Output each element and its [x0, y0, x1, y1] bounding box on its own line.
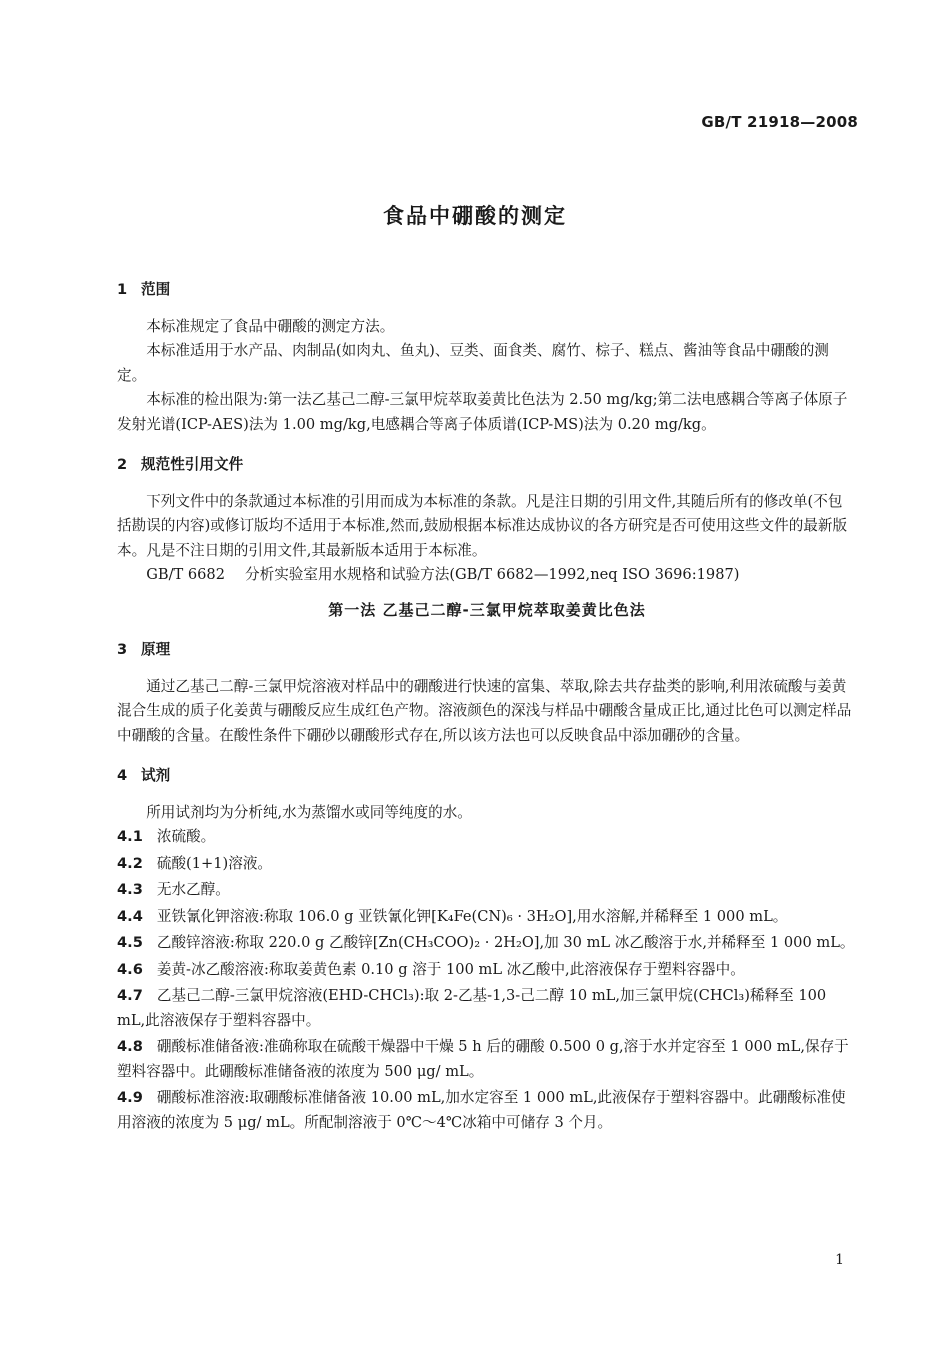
item-term: 硼酸标准储备液:	[156, 1038, 264, 1055]
item-term: 亚铁氰化钾溶液:	[156, 907, 264, 925]
paragraph: 所用试剂均为分析纯,水为蒸馏水或同等纯度的水。	[146, 803, 472, 821]
item-number: 4.9	[117, 1089, 143, 1106]
reagent-item	[117, 931, 857, 956]
reference-title: 分析实验室用水规格和试验方法(GB/T 6682—1992,neq ISO 3696:1987)	[245, 566, 740, 583]
item-term: 乙酸锌溶液:	[156, 934, 235, 951]
item-number: 4.3	[117, 881, 143, 898]
reagent-item	[117, 1035, 857, 1084]
reference-code: GB/T 6682	[146, 566, 225, 583]
section-1-heading	[117, 278, 857, 303]
method-title: 第一法 乙基己二醇-三氯甲烷萃取姜黄比色法	[328, 600, 646, 619]
item-number: 4.5	[117, 934, 143, 951]
paragraph: 本标准适用于水产品、肉制品(如肉丸、鱼丸)、豆类、面食类、腐竹、棕子、糕点、酱油等食品中硼酸的测定。	[117, 342, 829, 384]
document-title: 食品中硼酸的测定	[383, 204, 567, 228]
page-number: 1	[835, 1252, 844, 1268]
item-term: 硼酸标准溶液:	[156, 1089, 250, 1106]
item-number: 4.7	[117, 987, 143, 1004]
item-number: 4.2	[117, 854, 143, 872]
reagent-item	[117, 825, 857, 850]
item-text: 称取姜黄色素 0.10 g 溶于 100 mL 冰乙酸中,此溶液保存于塑料容器中。	[268, 960, 745, 978]
item-text: 取 2-乙基-1,3-己二醇 10 mL,加三氯甲烷(CHCl₃)稀释至 100 mL,此溶液保存于塑料容器中。	[117, 987, 827, 1029]
reagent-item	[117, 958, 857, 983]
item-term: 无水乙醇。	[156, 881, 230, 898]
reagent-item	[117, 852, 857, 877]
section-number: 4	[117, 767, 128, 784]
item-text: 取硼酸标准储备液 10.00 mL,加水定容至 1 000 mL,此液保存于塑料容器中。此硼酸标准使用溶液的浓度为 5 μg/ mL。所配制溶液于 0℃～4℃冰箱中可储存 3 个月。	[117, 1089, 846, 1131]
item-text: 称取 220.0 g 乙酸锌[Zn(CH₃COO)₂ · 2H₂O],加 30 mL 冰乙酸溶于水,并稀释至 1 000 mL。	[234, 934, 855, 951]
section-title: 范围	[141, 281, 171, 298]
item-text: 称取 106.0 g 亚铁氰化钾[K₄Fe(CN)₆ · 3H₂O],用水溶解,并稀释至 1 000 mL。	[263, 907, 788, 925]
item-term: 浓硫酸。	[156, 828, 216, 845]
section-number: 2	[117, 456, 128, 473]
item-number: 4.4	[117, 907, 143, 925]
item-term: 硫酸(1+1)溶液。	[156, 854, 273, 872]
reagent-item	[117, 984, 857, 1033]
section-title: 规范性引用文件	[141, 456, 244, 473]
item-text: 准确称取在硫酸干燥器中干燥 5 h 后的硼酸 0.500 0 g,溶于水并定容至 1 000 mL,保存于塑料容器中。此硼酸标准储备液的浓度为 500 μg/ mL。	[117, 1038, 849, 1080]
item-number: 4.6	[117, 960, 143, 978]
section-number: 3	[117, 641, 128, 658]
item-number: 4.1	[117, 828, 143, 845]
reagent-item	[117, 905, 857, 930]
normative-reference	[117, 563, 857, 588]
section-4-heading	[117, 764, 857, 789]
section-title: 试剂	[141, 767, 171, 784]
paragraph: 本标准的检出限为:第一法乙基己二醇-三氯甲烷萃取姜黄比色法为 2.50 mg/kg;第二法电感耦合等离子体原子发射光谱(ICP-AES)法为 1.00 mg/kg,电感耦合等离子体质谱(ICP-MS)法为 0.20 mg/kg。	[117, 391, 848, 433]
section-number: 1	[117, 281, 128, 298]
paragraph: 本标准规定了食品中硼酸的测定方法。	[146, 317, 395, 335]
reagent-item	[117, 878, 857, 903]
standard-number: GB/T 21918—2008	[701, 113, 858, 131]
item-term: 乙基己二醇-三氯甲烷溶液(EHD-CHCl₃):	[156, 987, 425, 1004]
section-2-heading	[117, 453, 857, 478]
item-term: 姜黄-冰乙酸溶液:	[156, 960, 269, 978]
document-body	[117, 278, 857, 1137]
paragraph: 通过乙基己二醇-三氯甲烷溶液对样品中的硼酸进行快速的富集、萃取,除去共存盐类的影响,利用浓硫酸与姜黄混合生成的质子化姜黄与硼酸反应生成红色产物。溶液颜色的深浅与样品中硼酸含量成正比,通过比色可以测定样品中硼酸的含量。在酸性条件下硼砂以硼酸形式存在,所以该方法也可以反映食品中添加硼砂的含量。	[117, 677, 852, 744]
reagent-item	[117, 1086, 857, 1135]
section-title: 原理	[141, 641, 171, 658]
item-number: 4.8	[117, 1038, 143, 1055]
paragraph: 下列文件中的条款通过本标准的引用而成为本标准的条款。凡是注日期的引用文件,其随后所有的修改单(不包括勘误的内容)或修订版均不适用于本标准,然而,鼓励根据本标准达成协议的各方研究是否可使用这些文件的最新版本。凡是不注日期的引用文件,其最新版本适用于本标准。	[117, 492, 848, 559]
section-3-heading	[117, 638, 857, 663]
